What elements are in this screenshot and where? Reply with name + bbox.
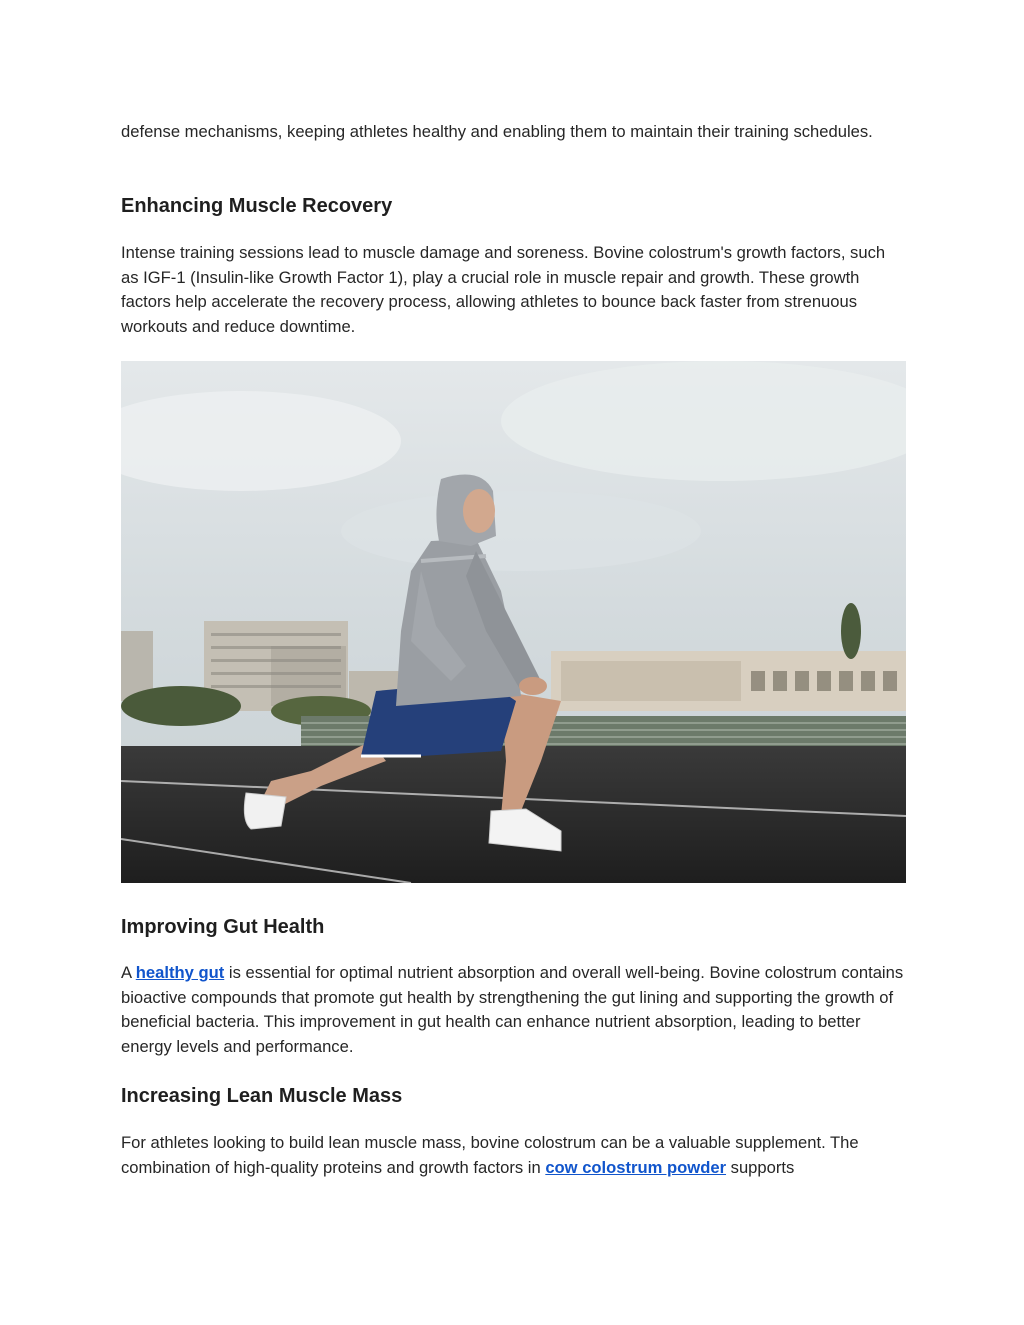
section-body-lean-muscle bbox=[121, 1131, 911, 1180]
section-heading-lean-muscle: Increasing Lean Muscle Mass bbox=[121, 1085, 403, 1107]
healthy-gut-link[interactable]: healthy gut bbox=[135, 963, 225, 982]
lean-muscle-text-after: supports bbox=[726, 1157, 795, 1177]
cow-colostrum-powder-link[interactable]: cow colostrum powder bbox=[545, 1157, 727, 1177]
gut-health-text-after: is essential for optimal nutrient absorption and overall well-being. Bovine colostrum contains bioactive compounds that promote gut health by strengthening the gut lining and supporting the growth of beneficial bacteria. This improvement in gut health can enhance nutrient absorption, leading to better energy levels and performance. bbox=[121, 963, 904, 1056]
section-heading-gut-health: Improving Gut Health bbox=[121, 916, 325, 938]
section-heading-muscle-recovery: Enhancing Muscle Recovery bbox=[121, 195, 393, 217]
lean-muscle-text-before: For athletes looking to build lean muscle mass, bovine colostrum can be a valuable supplement. The combination of high-quality proteins and growth factors in bbox=[121, 1133, 859, 1177]
section-body-gut-health bbox=[121, 961, 906, 1059]
intro-paragraph-tail: defense mechanisms, keeping athletes healthy and enabling them to maintain their training schedules. bbox=[121, 122, 873, 141]
section-body-muscle-recovery: Intense training sessions lead to muscle damage and soreness. Bovine colostrum's growth factors, such as IGF-1 (Insulin-like Growth Factor 1), play a crucial role in muscle repair and growth. These growth factors help accelerate the recovery process, allowing athletes to bounce back faster from strenuous workouts and reduce downtime. bbox=[121, 243, 886, 336]
athlete-stretching-photo bbox=[121, 361, 906, 883]
gut-health-text-before: A bbox=[121, 963, 136, 982]
